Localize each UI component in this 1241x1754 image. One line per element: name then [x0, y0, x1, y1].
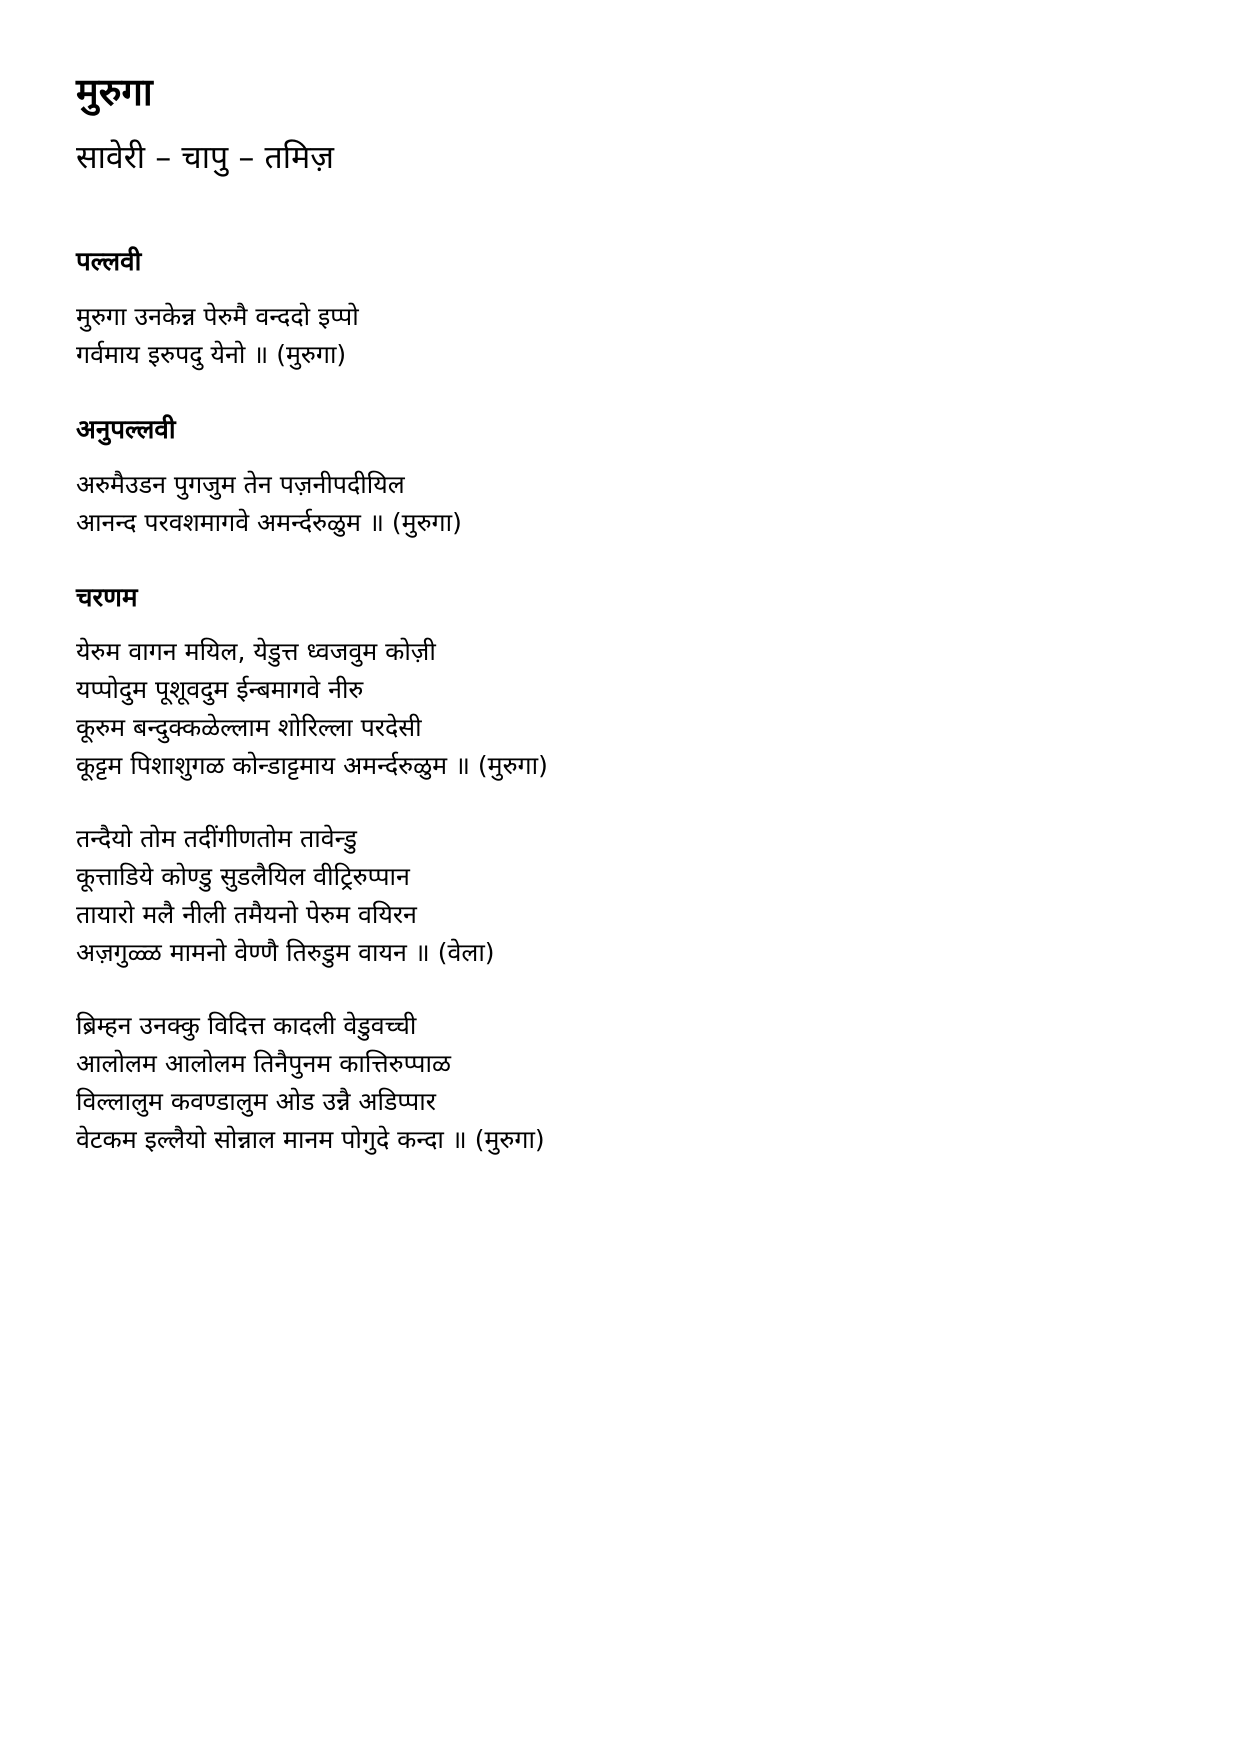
- section-heading: पल्लवी: [76, 246, 142, 277]
- stanza: [76, 466, 1176, 542]
- lyric-line: गर्वमाय इरुपदु येनो ॥ (मुरुगा): [76, 339, 347, 369]
- lyric-line: कूट्टम पिशाशुगळ कोन्डाट्टमाय अमर्न्दरुळुम ॥ (मुरुगा): [76, 751, 548, 781]
- section-pallavi: [76, 246, 1176, 374]
- document-page: [76, 70, 1176, 1159]
- section-heading: चरणम: [76, 582, 138, 613]
- lyric-line: तायारो मलै नीली तमैयनो पेरुम वयिरन: [76, 900, 417, 930]
- lyric-line: कूरुम बन्दुक्कळेल्लाम शोरिल्ला परदेसी: [76, 713, 422, 743]
- stanza: [76, 820, 1176, 972]
- lyric-line: कूत्ताडिये कोण्डु सुडलैयिल वीट्रिरुप्पान: [76, 862, 410, 892]
- lyric-line: अरुमैउडन पुगजुम तेन पज़नीपदीयिल: [76, 469, 405, 499]
- song-subtitle: सावेरी – चापु – तमिज़: [76, 137, 334, 176]
- lyric-line: ब्रिम्हन उनक्कु विदित्त कादली वेडुवच्ची: [76, 1011, 417, 1041]
- lyric-line: तन्दैयो तोम तदींगीणतोम तावेन्डु: [76, 824, 357, 854]
- lyric-line: आनन्द परवशमागवे अमर्न्दरुळुम ॥ (मुरुगा): [76, 507, 462, 537]
- lyric-line: वेटकम इल्लैयो सोन्नाल मानम पोगुदे कन्दा ॥ (मुरुगा): [76, 1125, 545, 1155]
- lyric-line: यप्पोदुम पूशूवदुम ईन्बमागवे नीरु: [76, 675, 364, 705]
- lyric-line: आलोलम आलोलम तिनैपुनम कात्तिरुप्पाळ: [76, 1049, 451, 1079]
- lyric-line: मुरुगा उनकेन्न पेरुमै वन्ददो इप्पो: [76, 301, 359, 331]
- section-charanam: [76, 582, 1176, 1160]
- stanza: [76, 633, 1176, 785]
- stanza: [76, 298, 1176, 374]
- lyric-line: अज़गुळ्ळ मामनो वेण्णै तिरुडुम वायन ॥ (वेला): [76, 938, 495, 968]
- lyric-line: विल्लालुम कवण्डालुम ओड उन्नै अडिप्पार: [76, 1087, 436, 1117]
- section-heading: अनुपल्लवी: [76, 414, 176, 445]
- stanza: [76, 1007, 1176, 1159]
- song-title: मुरुगा: [76, 70, 153, 114]
- lyric-line: येरुम वागन मयिल, येडुत्त ध्वजवुम कोज़ी: [76, 637, 436, 667]
- section-anupallavi: [76, 414, 1176, 542]
